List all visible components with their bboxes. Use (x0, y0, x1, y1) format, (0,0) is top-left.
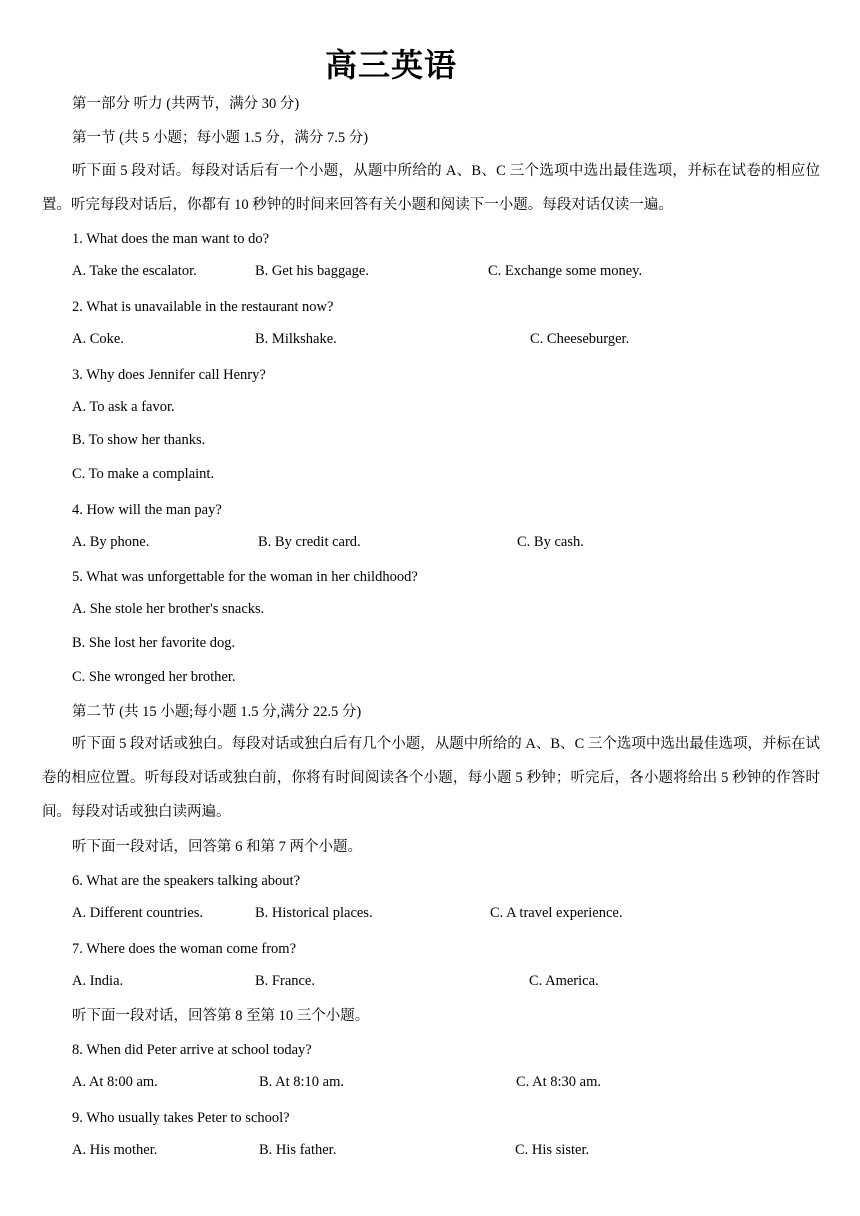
question-3-option-b: B. To show her thanks. (72, 432, 206, 448)
question-5-option-b: B. She lost her favorite dog. (72, 635, 236, 651)
question-5-option-c: C. She wronged her brother. (72, 669, 236, 685)
dialogue-7-intro: 听下面一段对话，回答第 8 至第 10 三个小题。 (72, 1008, 370, 1024)
question-9-option-a: A. His mother. (72, 1142, 158, 1158)
question-7-option-a: A. India. (72, 973, 124, 989)
section1-heading: 第一节 (共 5 小题；每小题 1.5 分，满分 7.5 分) (72, 130, 369, 146)
question-1-option-b: B. Get his baggage. (255, 263, 369, 279)
question-7-stem: 7. Where does the woman come from? (72, 941, 296, 957)
question-6-option-c: C. A travel experience. (490, 905, 623, 921)
section2-instructions: 听下面 5 段对话或独白。每段对话或独白后有几个小题，从题中所给的 A、B、C 三个选项中选出最佳选项，并标在试卷的相应位置。听每段对话或独白前，你将有时间阅读各个小题，每小题 5 秒钟；听完后，各小题将给出 5 秒钟的作答时间。每段对话或独白读两遍。 (42, 736, 820, 820)
question-8-option-b: B. At 8:10 am. (259, 1074, 344, 1090)
question-4-stem: 4. How will the man pay? (72, 502, 222, 518)
question-1-option-c: C. Exchange some money. (488, 263, 643, 279)
question-4-option-a: A. By phone. (72, 534, 150, 550)
question-5-stem: 5. What was unforgettable for the woman in her childhood? (72, 569, 418, 585)
dialogue-6-intro: 听下面一段对话，回答第 6 和第 7 两个小题。 (72, 839, 362, 855)
question-9-option-c: C. His sister. (515, 1142, 590, 1158)
question-4-option-b: B. By credit card. (258, 534, 361, 550)
section1-instructions: 听下面 5 段对话。每段对话后有一个小题，从题中所给的 A、B、C 三个选项中选出最佳选项，并标在试卷的相应位置。听完每段对话后，你都有 10 秒钟的时间来回答有关小题和阅读下一小题。每段对话仅读一遍。 (42, 163, 820, 213)
section2-heading: 第二节 (共 15 小题;每小题 1.5 分,满分 22.5 分) (72, 704, 362, 720)
question-8-stem: 8. When did Peter arrive at school today? (72, 1042, 312, 1058)
question-3-stem: 3. Why does Jennifer call Henry? (72, 367, 266, 383)
question-2-option-c: C. Cheeseburger. (530, 331, 630, 347)
question-8-option-c: C. At 8:30 am. (516, 1074, 601, 1090)
question-6-option-a: A. Different countries. (72, 905, 203, 921)
question-6-option-b: B. Historical places. (255, 905, 373, 921)
question-2-stem: 2. What is unavailable in the restaurant now? (72, 299, 334, 315)
question-9-option-b: B. His father. (259, 1142, 337, 1158)
question-4-option-c: C. By cash. (517, 534, 584, 550)
question-3-option-c: C. To make a complaint. (72, 466, 215, 482)
question-3-option-a: A. To ask a favor. (72, 399, 175, 415)
page-title: 高三英语 (324, 46, 457, 84)
question-1-option-a: A. Take the escalator. (72, 263, 197, 279)
question-7-option-b: B. France. (255, 973, 315, 989)
part1-heading: 第一部分 听力 (共两节，满分 30 分) (72, 96, 300, 112)
question-1-stem: 1. What does the man want to do? (72, 231, 270, 247)
question-7-option-c: C. America. (529, 973, 599, 989)
question-9-stem: 9. Who usually takes Peter to school? (72, 1110, 290, 1126)
question-8-option-a: A. At 8:00 am. (72, 1074, 158, 1090)
question-5-option-a: A. She stole her brother's snacks. (72, 601, 265, 617)
question-6-stem: 6. What are the speakers talking about? (72, 873, 301, 889)
question-2-option-a: A. Coke. (72, 331, 124, 347)
question-2-option-b: B. Milkshake. (255, 331, 337, 347)
